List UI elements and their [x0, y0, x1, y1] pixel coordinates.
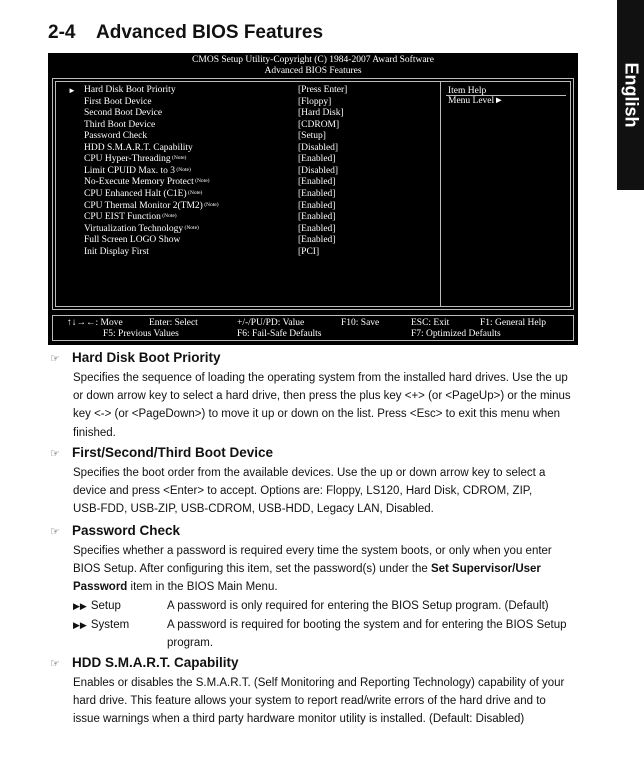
footer-help: F1: General Help [480, 318, 546, 328]
section-title [48, 22, 323, 44]
heading-hdd-smart: ☞ HDD S.M.A.R.T. Capability [50, 655, 239, 670]
bios-setting-value: [Hard Disk] [298, 108, 344, 119]
note-marker: (Note) [175, 166, 191, 173]
note-marker: (Note) [186, 189, 203, 196]
item-help-text: Menu Level► [448, 96, 504, 106]
footer-previous-values: F5: Previous Values [103, 329, 179, 339]
bios-setting-value: [PCI] [298, 246, 320, 257]
bios-setting-value: [Floppy] [298, 96, 332, 107]
cursor-arrow-icon: ► [68, 86, 76, 95]
bios-setting-value: [Setup] [298, 131, 326, 142]
bios-setting-label: CPU Enhanced Halt (C1E) $^{(Note)}$ [84, 188, 203, 199]
bios-setting-value: [Press Enter] [298, 85, 348, 95]
bios-setting-value: [Enabled] [298, 200, 336, 211]
pointing-hand-icon: ☞ [50, 448, 60, 460]
hdd-smart-description: Enables or disables the S.M.A.R.T. (Self Monitoring and Reporting Technology) capability of your hard drive. This feature allows your system to report read/write errors of the hard drive and to issue warnings when a third party hardware monitor utility is installed. (Default: Disabled) [73, 677, 565, 726]
bios-setting-label: Third Boot Device [84, 119, 156, 130]
hdd-description: Specifies the sequence of loading the operating system from the installed hard drives. Use the up or down arrow key to select a hard drive, then press the plus key <+> (or <PageUp>) or the minus key <-> (or <PageDown>) to move it up or down on the list. Press <Esc> to exit this menu when finished. [73, 372, 571, 439]
bios-setting-label: First Boot Device [84, 96, 152, 107]
footer-exit: ESC: Exit [411, 318, 450, 328]
footer-select: Enter: Select [149, 318, 198, 328]
bios-setting-value: [CDROM] [298, 119, 340, 130]
bios-setting-value: [Disabled] [298, 165, 339, 176]
bios-divider [440, 82, 441, 306]
note-marker: (Note) [183, 224, 199, 231]
bios-setting-label: Init Display First [84, 246, 149, 257]
pointing-hand-icon: ☞ [50, 353, 60, 365]
double-arrow-icon: ▶▶ [73, 620, 87, 630]
language-tab-label: English [621, 62, 641, 128]
bios-setting-value: [Enabled] [298, 188, 336, 199]
bios-setting-label: CPU EIST Function $^{(Note)}$ [84, 212, 177, 223]
note-marker: (Note) [202, 201, 219, 208]
bios-setting-value: [Enabled] [298, 177, 336, 188]
footer-save: F10: Save [341, 318, 380, 328]
bios-setting-value: [Enabled] [298, 223, 336, 234]
bios-setting-label: Hard Disk Boot Priority [84, 85, 176, 95]
footer-failsafe: F6: Fail-Safe Defaults [237, 329, 322, 339]
boot-device-description: Specifies the boot order from the available devices. Use the up or down arrow key to select a device and press <Enter> to accept. Options are: Floppy, LS120, Hard Disk, CDROM, ZIP, USB-FDD, USB-ZIP, USB-CDROM, USB-HDD, Legacy LAN, Disabled. [73, 467, 546, 516]
bios-setting-label: Password Check [84, 131, 148, 142]
footer-move: ↑↓→←: Move [67, 318, 123, 328]
language-tab [617, 0, 644, 190]
section-number: 2-4 [48, 22, 76, 43]
bios-setting-value: [Enabled] [298, 235, 336, 246]
note-marker: (Note) [160, 213, 177, 220]
bios-setting-label: CPU Hyper-Threading $^{(Note)}$ [84, 154, 187, 165]
bios-setting-label: Second Boot Device [84, 108, 163, 119]
option-setup-description: A password is only required for entering the BIOS Setup program. (Default) [167, 600, 549, 612]
option-system-description: A password is required for booting the system and for entering the BIOS Setup program. [167, 619, 567, 650]
section-title-text: Advanced BIOS Features [96, 22, 324, 43]
pointing-hand-icon: ☞ [50, 658, 60, 670]
option-system: ▶▶ System [73, 619, 130, 631]
bios-setting-label: Full Screen LOGO Show [84, 235, 181, 246]
bios-setting-label: Virtualization Technology $^{(Note)}$ [84, 223, 199, 234]
pointing-hand-icon: ☞ [50, 526, 60, 538]
bios-main-panel [52, 78, 574, 310]
bios-setting-label: HDD S.M.A.R.T. Capability [84, 142, 193, 153]
note-marker: (Note) [193, 178, 210, 185]
bios-screenshot [48, 53, 578, 345]
bios-setting-value: [Disabled] [298, 142, 339, 153]
bios-setting-label: No-Execute Memory Protect $^{(Note)}$ [84, 177, 210, 188]
double-arrow-icon: ▶▶ [73, 601, 87, 611]
bios-setting-label: CPU Thermal Monitor 2(TM2) $^{(Note)}$ [84, 200, 219, 211]
bios-header-title: Advanced BIOS Features [264, 66, 362, 76]
footer-value: +/-/PU/PD: Value [237, 318, 305, 328]
password-check-description: Specifies whether a password is required every time the system boots, or only when you enter BIOS Setup. After configuring this item, set the password(s) under the Set Supervisor/User Password item in the BIOS Main Menu. [73, 545, 552, 594]
bios-inner-frame [55, 81, 571, 307]
note-marker: (Note) [170, 155, 187, 162]
item-help-title: Item Help [448, 86, 487, 96]
heading-hard-disk-boot-priority: ☞ Hard Disk Boot Priority [50, 350, 221, 365]
heading-boot-device: ☞ First/Second/Third Boot Device [50, 445, 274, 460]
heading-password-check: ☞ Password Check [50, 523, 181, 538]
option-setup: ▶▶ Setup [73, 600, 121, 612]
bios-setting-label: Limit CPUID Max. to 3 $^{(Note)}$ [84, 165, 191, 176]
bios-setting-value: [Enabled] [298, 154, 336, 165]
bios-setting-value: [Enabled] [298, 212, 336, 223]
bios-header-copyright: CMOS Setup Utility-Copyright (C) 1984-2007 Award Software [192, 55, 434, 65]
footer-optimized: F7: Optimized Defaults [411, 329, 501, 339]
bios-footer [52, 315, 574, 341]
